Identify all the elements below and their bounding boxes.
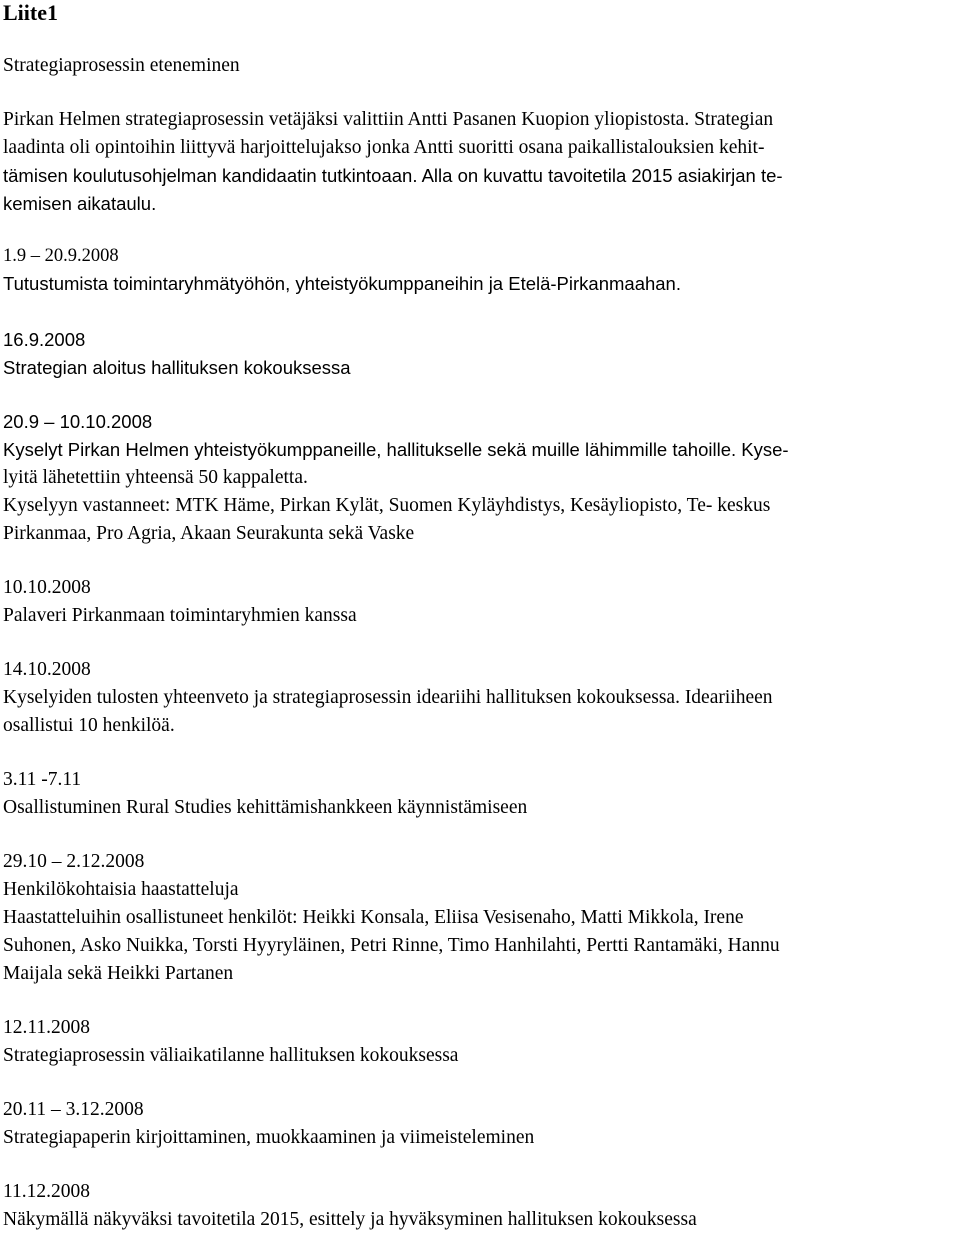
entry-date: 12.11.2008 [3, 1017, 91, 1038]
entry-date: 29.10 – 2.12.2008 [3, 851, 145, 872]
entry-text: Suhonen, Asko Nuikka, Torsti Hyyryläinen, Petri Rinne, Timo Hanhilahti, Pertti Rantamäki, Hannu [3, 935, 780, 956]
entry-text: Palaveri Pirkanmaan toimintaryhmien kanssa [3, 605, 357, 626]
entry-text: Henkilökohtaisia haastatteluja [3, 879, 239, 900]
entry-date: 20.9 – 10.10.2008 [3, 411, 153, 432]
entry-text: Strategiaprosessin väliaikatilanne hallituksen kokouksessa [3, 1045, 459, 1066]
entry-text: lyitä lähetettiin yhteensä 50 kappaletta. [3, 467, 308, 488]
entry-text: Kyselyyn vastanneet: MTK Häme, Pirkan Kylät, Suomen Kyläyhdistys, Kesäyliopisto, Te- keskus [3, 495, 771, 516]
entry-text: Osallistuminen Rural Studies kehittämishankkeen käynnistämiseen [3, 797, 528, 818]
entry-date: 3.11 -7.11 [3, 769, 82, 790]
entry-text: Haastatteluihin osallistuneet henkilöt: Heikki Konsala, Eliisa Vesisenaho, Matti Mikkola, Irene [3, 907, 744, 928]
entry-date: 20.11 – 3.12.2008 [3, 1099, 144, 1120]
entry-text: Strategian aloitus hallituksen kokouksessa [3, 357, 351, 378]
document-heading: Liite1 [3, 0, 58, 25]
intro-line: laadinta oli opintoihin liittyvä harjoittelujakso jonka Antti suoritti osana paikallistalouksien kehit- [3, 137, 765, 158]
entry-date: 11.12.2008 [3, 1181, 91, 1202]
entry-date: 16.9.2008 [3, 329, 86, 350]
document-subtitle: Strategiaprosessin eteneminen [3, 55, 240, 76]
entry-date: 1.9 – 20.9.2008 [3, 246, 119, 266]
intro-line: tämisen koulutusohjelman kandidaatin tutkintoaan. Alla on kuvattu tavoitetila 2015 asiakirjan te- [3, 165, 783, 186]
entry-date: 14.10.2008 [3, 659, 91, 680]
entry-text: Kyselyt Pirkan Helmen yhteistyökumppaneille, hallitukselle sekä muille lähimmille tahoille. Kyse- [3, 439, 789, 460]
entry-text: osallistui 10 henkilöä. [3, 715, 175, 736]
entry-text: Pirkanmaa, Pro Agria, Akaan Seurakunta sekä Vaske [3, 523, 415, 544]
entry-text: Kyselyiden tulosten yhteenveto ja strategiaprosessin ideariihi hallituksen kokouksessa. Ideariiheen [3, 687, 773, 708]
intro-line: kemisen aikataulu. [3, 193, 157, 214]
entry-text: Tutustumista toimintaryhmätyöhön, yhteistyökumppaneihin ja Etelä-Pirkanmaahan. [3, 273, 681, 294]
entry-text: Strategiapaperin kirjoittaminen, muokkaaminen ja viimeisteleminen [3, 1127, 535, 1148]
entry-date: 10.10.2008 [3, 577, 91, 598]
entry-text: Maijala sekä Heikki Partanen [3, 963, 234, 984]
entry-text: Näkymällä näkyväksi tavoitetila 2015, esittely ja hyväksyminen hallituksen kokouksessa [3, 1209, 697, 1230]
intro-line: Pirkan Helmen strategiaprosessin vetäjäksi valittiin Antti Pasanen Kuopion yliopistosta. Strategian [3, 109, 774, 130]
